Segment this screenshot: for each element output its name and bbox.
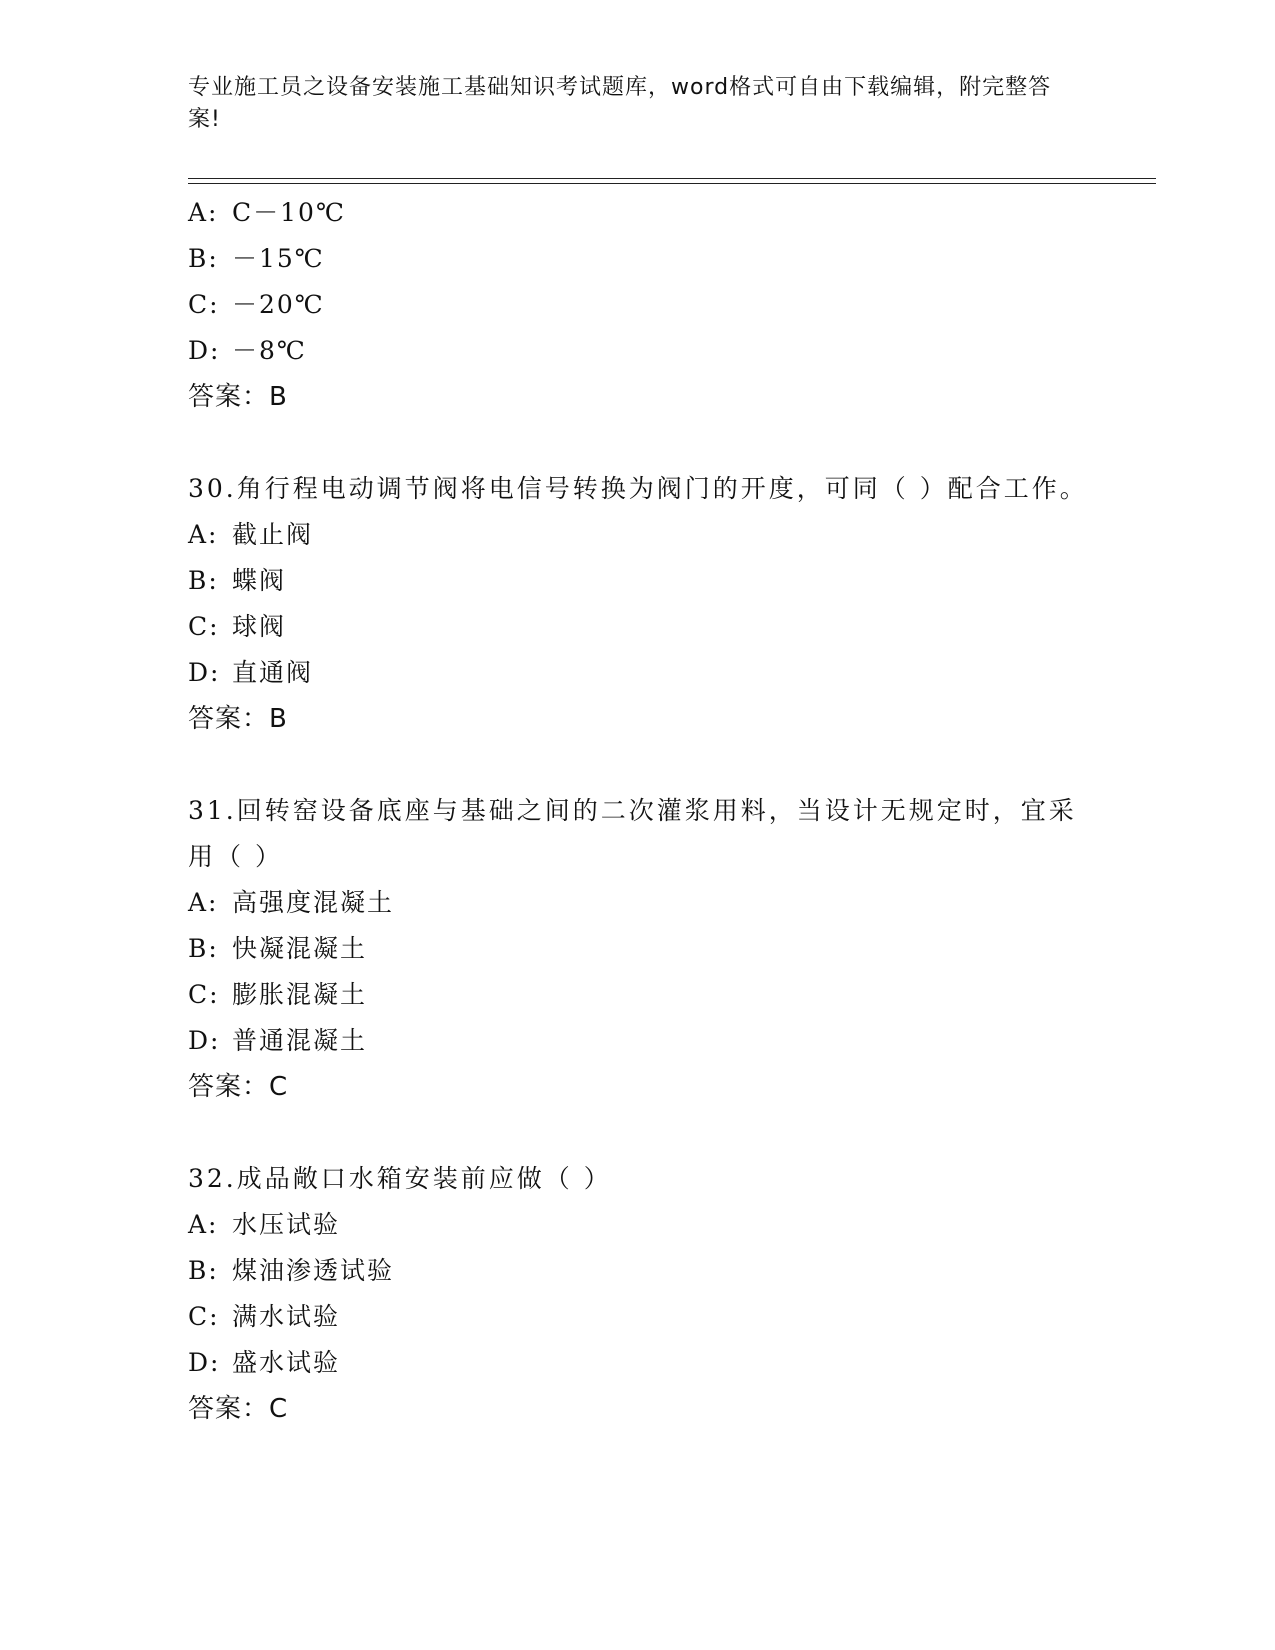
option-text: 截止阀 <box>232 520 314 549</box>
option-text: 水压试验 <box>232 1210 341 1239</box>
option-b <box>188 558 1088 604</box>
option-text: 快凝混凝土 <box>232 934 368 963</box>
option-text: C－10℃ <box>232 198 346 227</box>
option-key: C: <box>188 290 220 319</box>
option-d <box>188 1018 1088 1064</box>
question-block-32 <box>188 1156 1088 1432</box>
header-divider-bottom <box>188 183 1156 184</box>
question-list <box>188 190 1088 1432</box>
option-key: A: <box>188 198 219 227</box>
option-text: 盛水试验 <box>232 1348 341 1377</box>
header-divider-top <box>188 178 1156 179</box>
option-text: 球阀 <box>232 612 287 641</box>
option-b <box>188 236 1088 282</box>
option-key: A: <box>188 1210 219 1239</box>
option-key: D: <box>188 1026 221 1055</box>
answer-line: 答案：B <box>188 382 288 412</box>
option-key: C: <box>188 1302 220 1331</box>
option-key: A: <box>188 520 219 549</box>
option-key: D: <box>188 336 221 365</box>
option-key: A: <box>188 888 219 917</box>
option-key: D: <box>188 658 221 687</box>
question-text: 30.角行程电动调节阀将电信号转换为阀门的开度，可同（ ）配合工作。 <box>188 474 1088 503</box>
option-c <box>188 972 1088 1018</box>
option-d <box>188 650 1088 696</box>
option-text: 满水试验 <box>232 1302 341 1331</box>
option-text: 蝶阀 <box>232 566 287 595</box>
question-block-31 <box>188 788 1088 1110</box>
page-header: 专业施工员之设备安装施工基础知识考试题库，word格式可自由下载编辑，附完整答案! <box>188 75 1052 132</box>
option-key: B: <box>188 1256 219 1285</box>
question-text: 31.回转窑设备底座与基础之间的二次灌浆用料，当设计无规定时，宜采用（ ） <box>188 796 1077 871</box>
option-text: －8℃ <box>232 336 307 365</box>
option-c <box>188 1294 1088 1340</box>
option-key: B: <box>188 934 219 963</box>
option-a <box>188 1202 1088 1248</box>
option-text: 膨胀混凝土 <box>232 980 368 1009</box>
option-text: 高强度混凝土 <box>232 888 395 917</box>
question-text: 32.成品敞口水箱安装前应做（ ） <box>188 1164 612 1193</box>
option-key: C: <box>188 612 220 641</box>
option-text: 煤油渗透试验 <box>232 1256 395 1285</box>
question-block-30 <box>188 466 1088 742</box>
option-b <box>188 926 1088 972</box>
option-a <box>188 880 1088 926</box>
option-a <box>188 190 1088 236</box>
option-key: B: <box>188 244 219 273</box>
option-key: D: <box>188 1348 221 1377</box>
question-block-29 <box>188 190 1088 420</box>
option-text: －20℃ <box>232 290 325 319</box>
option-a <box>188 512 1088 558</box>
option-b <box>188 1248 1088 1294</box>
option-text: －15℃ <box>232 244 325 273</box>
option-key: B: <box>188 566 219 595</box>
answer-line: 答案：B <box>188 704 288 734</box>
option-d <box>188 1340 1088 1386</box>
option-text: 普通混凝土 <box>232 1026 368 1055</box>
option-key: C: <box>188 980 220 1009</box>
option-c <box>188 282 1088 328</box>
option-d <box>188 328 1088 374</box>
answer-line: 答案：C <box>188 1394 289 1424</box>
option-c <box>188 604 1088 650</box>
option-text: 直通阀 <box>232 658 314 687</box>
answer-line: 答案：C <box>188 1072 289 1102</box>
